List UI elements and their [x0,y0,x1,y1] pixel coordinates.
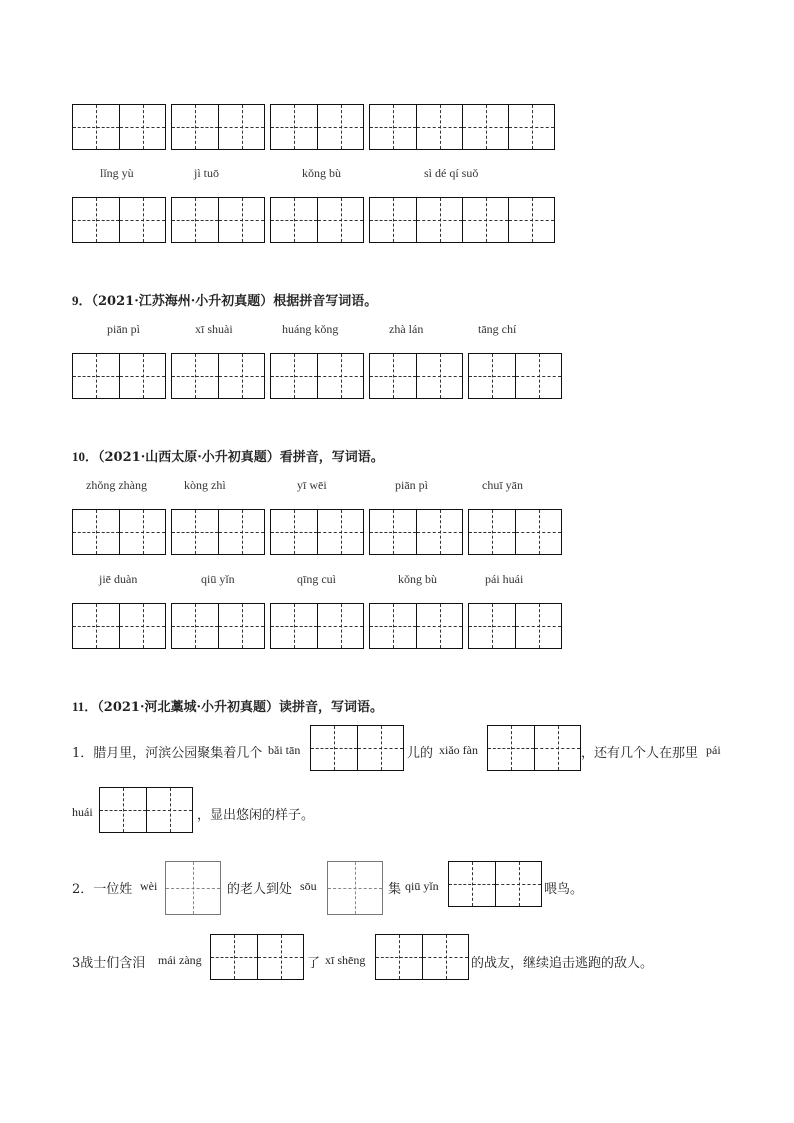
question-number: 10． [72,449,99,464]
answer-box[interactable] [369,197,555,243]
question-11-title [72,696,383,715]
pinyin-label: mái zàng [158,953,202,967]
answer-box[interactable] [468,509,562,555]
sentence-1-text: 儿的 [407,746,434,761]
sentence-1-text: ，显出悠闲的样子。 [197,808,315,823]
question-9-title [72,290,377,309]
pinyin-label: pái [706,743,721,757]
pinyin-label: kǒng bù [398,572,437,586]
answer-box[interactable] [270,197,364,243]
pinyin-label: chuī yān [482,478,523,492]
answer-box[interactable] [171,197,265,243]
answer-box[interactable] [171,104,265,150]
answer-box[interactable] [369,603,463,649]
answer-box[interactable] [369,509,463,555]
sentence-2-text: 喂鸟。 [544,882,584,897]
answer-box[interactable] [468,353,562,399]
answer-box[interactable] [270,509,364,555]
answer-box[interactable] [270,353,364,399]
pinyin-label: kòng zhì [184,478,226,492]
answer-box[interactable] [210,934,304,980]
question-number: 9． [72,293,92,308]
answer-box[interactable] [369,353,463,399]
pinyin-label: piān pì [107,322,140,336]
pinyin-label: yī wēi [297,478,327,492]
question-label: （2021·山西太原·小升初真题）看拼音，写词语。 [98,450,384,465]
question-10-title [72,446,384,465]
sentence-3-text: 的战友，继续追击逃跑的敌人。 [471,956,654,971]
sentence-2-text: 2．一位姓 [72,882,133,897]
pinyin-label: qiū yǐn [405,879,439,893]
pinyin-label: xī shēng [325,953,366,967]
pinyin-label: huái [72,805,93,819]
answer-box[interactable] [171,603,265,649]
sentence-1-text: ，还有几个人在那里 [581,746,699,761]
sentence-3-text: 了 [307,956,321,971]
pinyin-label: xiǎo fàn [439,743,478,757]
pinyin-label: xī shuài [195,322,233,336]
pinyin-label: huáng kǒng [282,322,339,336]
pinyin-label: wèi [140,879,158,893]
pinyin-label: piān pì [395,478,428,492]
pinyin-label: sì dé qí suǒ [424,166,479,180]
answer-box[interactable] [375,934,469,980]
answer-box[interactable] [310,725,404,771]
pinyin-label: qīng cuì [297,572,336,586]
answer-box[interactable] [72,603,166,649]
answer-box[interactable] [270,104,364,150]
sentence-2-text: 的老人到处 [227,882,293,897]
pinyin-label: zhà lán [389,322,424,336]
question-number: 11． [72,699,98,714]
pinyin-label: pái huái [485,572,524,586]
answer-box[interactable] [270,603,364,649]
answer-box[interactable] [165,861,221,915]
pinyin-label: zhǒng zhàng [86,478,147,492]
pinyin-label: jiē duàn [99,572,138,586]
answer-box[interactable] [171,509,265,555]
answer-box[interactable] [487,725,581,771]
sentence-1-text: 1．腊月里，河滨公园聚集着几个 [72,746,263,761]
answer-box[interactable] [72,353,166,399]
answer-box[interactable] [171,353,265,399]
answer-box[interactable] [72,509,166,555]
pinyin-label: tāng chí [478,322,517,336]
sentence-2-text: 集 [388,882,402,897]
answer-box[interactable] [448,861,542,907]
pinyin-label: kǒng bù [302,166,341,180]
pinyin-label: qiū yǐn [201,572,235,586]
pinyin-label: sōu [300,879,317,893]
question-label: （2021·河北藁城·小升初真题）读拼音，写词语。 [97,700,384,715]
pinyin-label: bǎi tān [268,743,301,757]
answer-box[interactable] [369,104,555,150]
pinyin-label: lǐng yù [100,166,134,180]
answer-box[interactable] [72,104,166,150]
answer-box[interactable] [72,197,166,243]
answer-box[interactable] [99,787,193,833]
question-label: （2021·江苏海州·小升初真题）根据拼音写词语。 [91,294,378,309]
answer-box[interactable] [468,603,562,649]
sentence-3-text: 3战士们含泪 [72,956,146,971]
answer-box[interactable] [327,861,383,915]
pinyin-label: jì tuō [194,166,220,180]
